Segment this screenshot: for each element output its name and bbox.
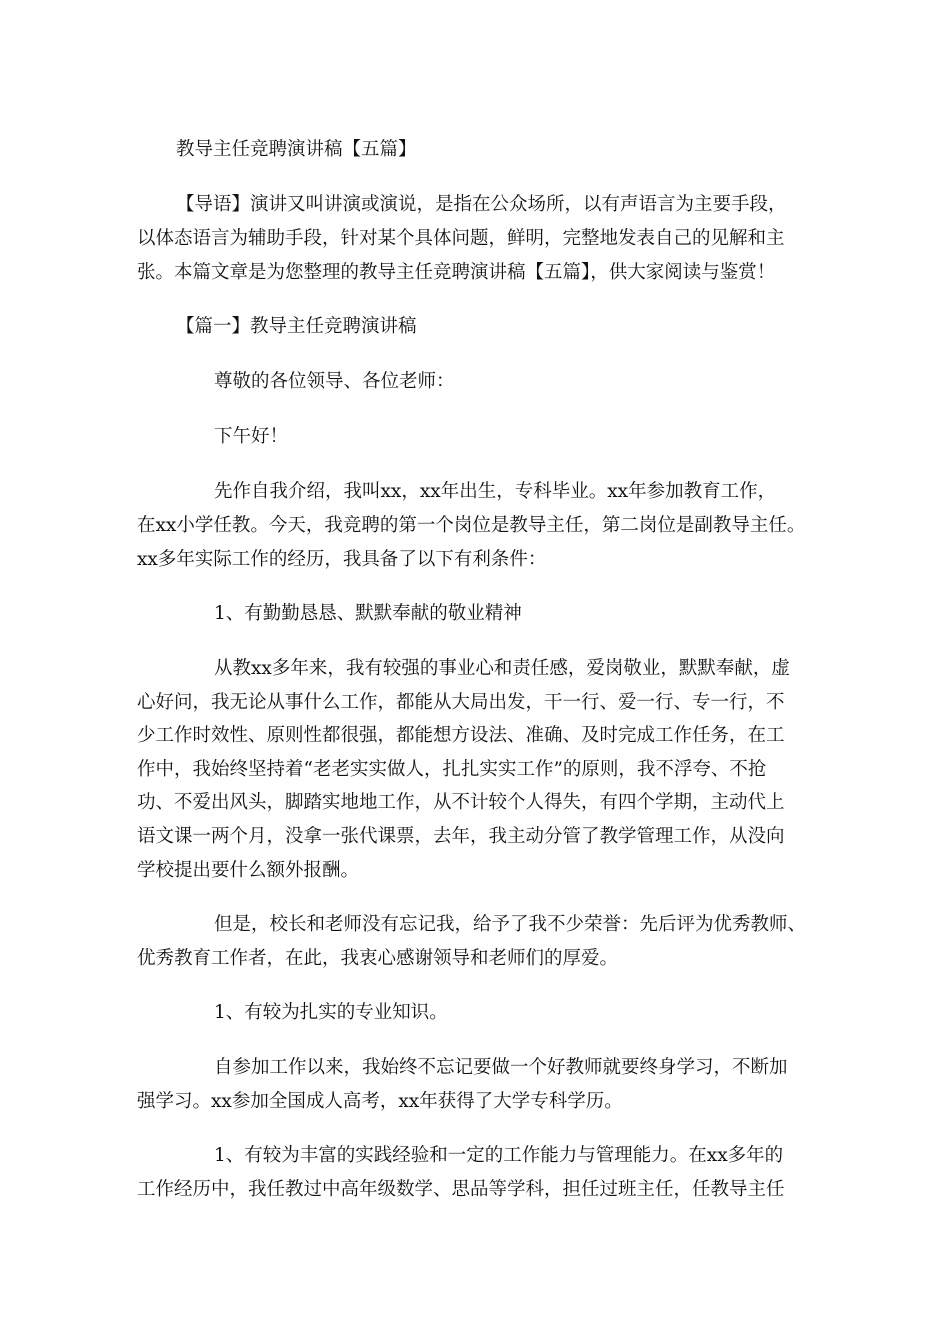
intro-line-3: 张。本篇文章是为您整理的教导主任竞聘演讲稿【五篇】，供大家阅读与鉴赏！ <box>137 262 776 283</box>
para4-line-2: 强学习。xx参加全国成人高考，xx年获得了大学专科学历。 <box>137 1091 623 1112</box>
para2-line-7: 学校提出要什么额外报酬。 <box>137 860 360 881</box>
intro-line-2: 以体态语言为辅助手段，针对某个具体问题，鲜明，完整地发表自己的见解和主 <box>137 228 785 249</box>
para1-line-1: 先作自我介绍，我叫xx，xx年出生，专科毕业。xx年参加教育工作， <box>214 481 777 502</box>
para5-line-2: 工作经历中，我任教过中高年级数学、思品等学科，担任过班主任，任教导主任 <box>137 1179 785 1200</box>
para3-line-2: 优秀教育工作者，在此，我衷心感谢领导和老师们的厚爱。 <box>137 948 619 969</box>
para1-line-2: 在xx小学任教。今天，我竞聘的第一个岗位是教导主任，第二岗位是副教导主任。 <box>137 515 806 536</box>
point-2: 1、有较为扎实的专业知识。 <box>214 1002 448 1023</box>
para3-line-1: 但是，校长和老师没有忘记我，给予了我不少荣誉：先后评为优秀教师、 <box>214 914 807 935</box>
para2-line-5: 功、不爱出风头，脚踏实地地工作，从不计较个人得失，有四个学期，主动代上 <box>137 792 785 813</box>
section-heading: 【篇一】教导主任竞聘演讲稿 <box>176 316 417 337</box>
para1-line-3: xx多年实际工作的经历，我具备了以下有利条件： <box>137 549 547 570</box>
para2-line-6: 语文课一两个月，没拿一张代课票，去年，我主动分管了教学管理工作，从没向 <box>137 826 785 847</box>
para2-line-1: 从教xx多年来，我有较强的事业心和责任感，爱岗敬业，默默奉献，虚 <box>214 658 790 679</box>
para5-line-1: 1、有较为丰富的实践经验和一定的工作能力与管理能力。在xx多年的 <box>214 1145 784 1166</box>
salutation: 尊敬的各位领导、各位老师： <box>214 371 455 392</box>
greeting: 下午好！ <box>214 426 289 447</box>
para2-line-2: 心好问，我无论从事什么工作，都能从大局出发，干一行、爱一行、专一行，不 <box>137 692 785 713</box>
para4-line-1: 自参加工作以来，我始终不忘记要做一个好教师就要终身学习，不断加 <box>214 1057 788 1078</box>
point-1: 1、有勤勤恳恳、默默奉献的敬业精神 <box>214 603 522 624</box>
para2-line-4: 作中，我始终坚持着“老老实实做人，扎扎实实工作”的原则，我不浮夸、不抢 <box>137 759 767 780</box>
document-title: 教导主任竞聘演讲稿【五篇】 <box>176 139 417 160</box>
intro-line-1: 【导语】演讲又叫讲演或演说，是指在公众场所，以有声语言为主要手段， <box>176 194 787 215</box>
para2-line-3: 少工作时效性、原则性都很强，都能想方设法、准确、及时完成工作任务，在工 <box>137 725 785 746</box>
